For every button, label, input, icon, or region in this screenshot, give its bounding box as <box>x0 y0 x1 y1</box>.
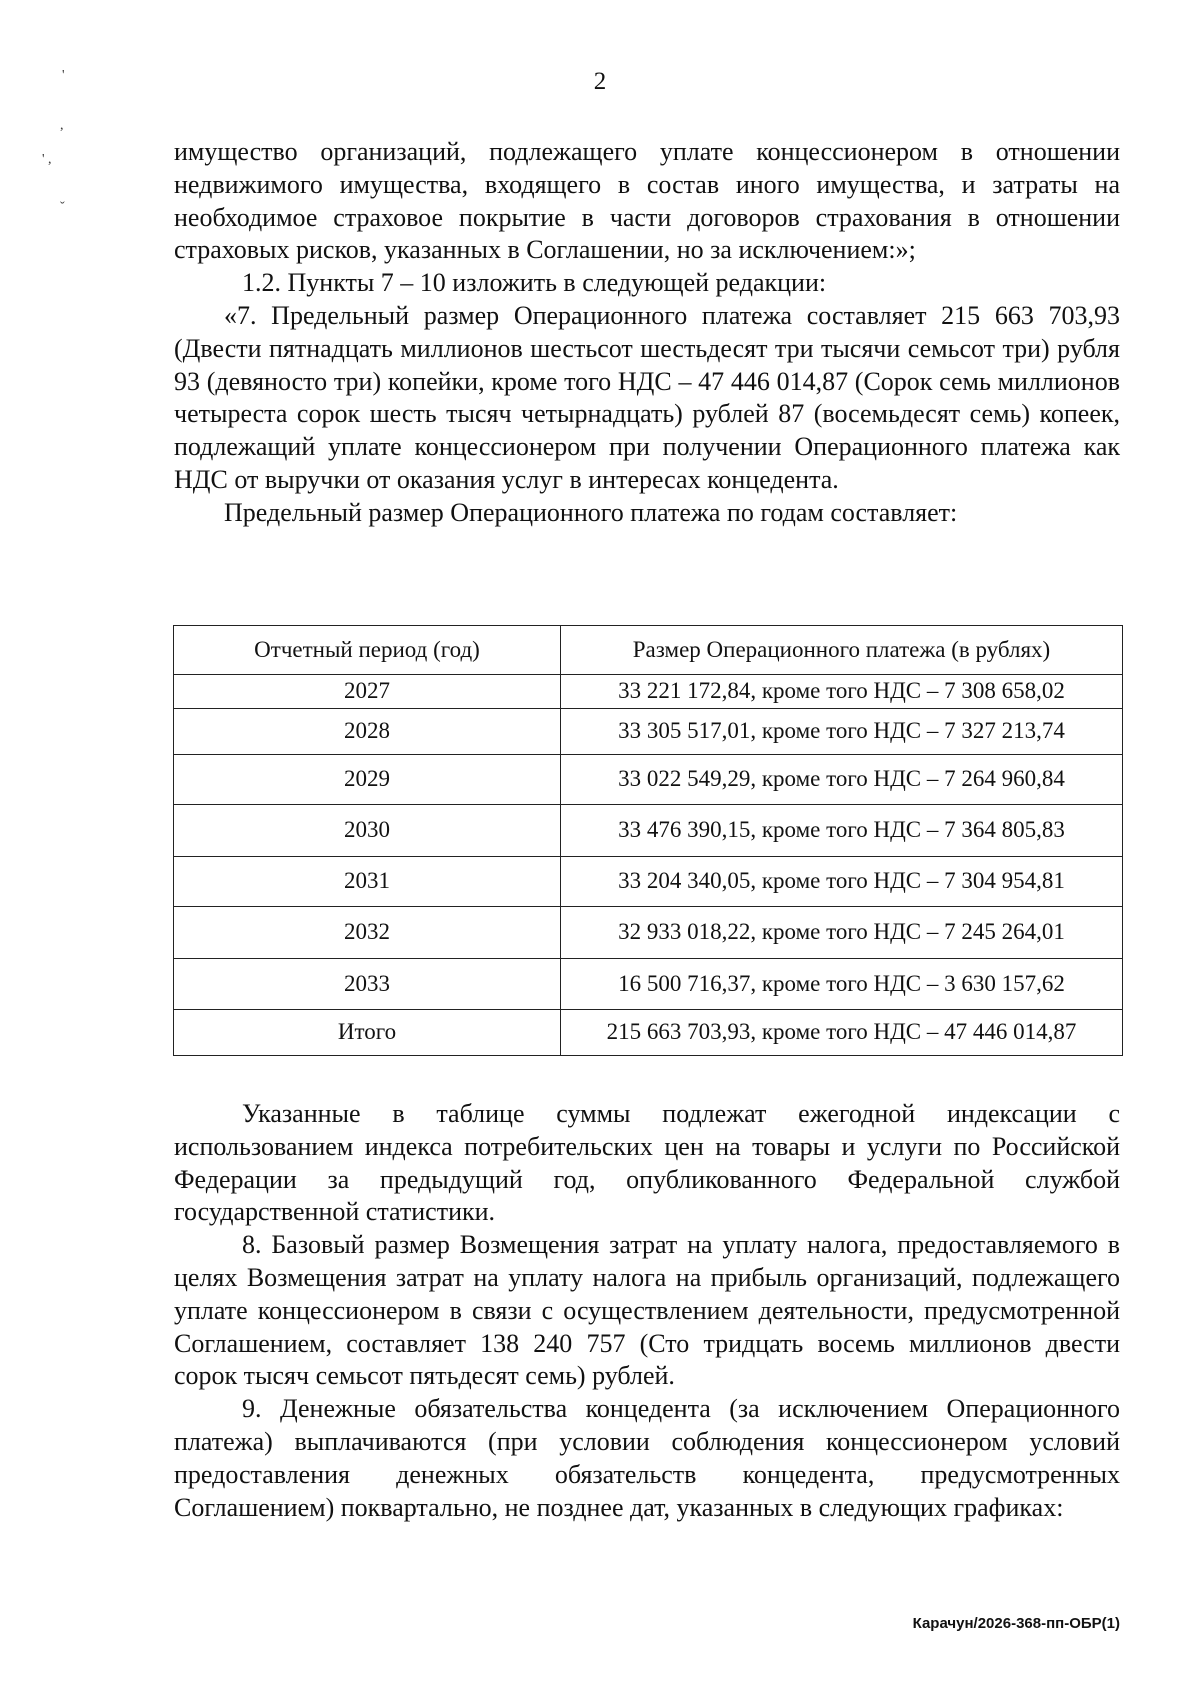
table-cell-year: 2029 <box>174 755 561 805</box>
paragraph-table-intro: Предельный размер Операционного платежа по годам составляет: <box>224 497 958 527</box>
table-row <box>174 675 1123 709</box>
table-cell-amount: 33 305 517,01, кроме того НДС – 7 327 213,74 <box>561 709 1123 755</box>
table-header-period: Отчетный период (год) <box>174 626 561 675</box>
paragraph-item-1-2: 1.2. Пункты 7 – 10 изложить в следующей редакции: <box>242 268 827 298</box>
margin-speck: ˇ <box>60 200 65 215</box>
table-row <box>174 907 1123 959</box>
margin-speck: ' <box>62 68 65 83</box>
table-row <box>174 709 1123 755</box>
table-cell-year: 2030 <box>174 805 561 857</box>
text-block-bottom <box>174 1098 1120 1524</box>
table-cell-amount: 33 204 340,05, кроме того НДС – 7 304 954,81 <box>561 857 1123 907</box>
margin-speck: , <box>60 118 64 133</box>
table-row <box>174 959 1123 1010</box>
table-cell-amount: 16 500 716,37, кроме того НДС – 3 630 157,62 <box>561 959 1123 1010</box>
payments-table <box>173 625 1123 1056</box>
table-row <box>174 755 1123 805</box>
paragraph-indexation: Указанные в таблице суммы подлежат ежегодной индексации с использованием индекса потребительских цен на товары и услуги по Российской Федерации за предыдущий год, опубликованного Федеральной службой государственной статистики. <box>174 1099 1120 1227</box>
text-block-top <box>174 136 1120 530</box>
table-cell-year: 2032 <box>174 907 561 959</box>
table-cell-amount: 32 933 018,22, кроме того НДС – 7 245 264,01 <box>561 907 1123 959</box>
table-cell-year: 2033 <box>174 959 561 1010</box>
margin-speck: ' , <box>42 152 52 167</box>
table-cell-total-amount: 215 663 703,93, кроме того НДС – 47 446 014,87 <box>561 1010 1123 1056</box>
table-row <box>174 805 1123 857</box>
document-code: Карачун/2026-368-пп-ОБР(1) <box>912 1615 1120 1632</box>
table-cell-amount: 33 221 172,84, кроме того НДС – 7 308 658,02 <box>561 675 1123 709</box>
table-cell-year: 2028 <box>174 709 561 755</box>
table-cell-amount: 33 476 390,15, кроме того НДС – 7 364 805,83 <box>561 805 1123 857</box>
page-number: 2 <box>593 68 607 95</box>
table-cell-year: 2031 <box>174 857 561 907</box>
paragraph-continuation: имущество организаций, подлежащего уплате концессионером в отношении недвижимого имущества, входящего в состав иного имущества, и затраты на необходимое страховое покрытие в части договоров страхования в отношении страховых рисков, указанных в Соглашении, но за исключением:»; <box>174 137 1120 265</box>
paragraph-item-7: «7. Предельный размер Операционного платежа составляет 215 663 703,93 (Двести пятнадцать миллионов шестьсот шестьдесят три тысячи семьсот три) рубля 93 (девяносто три) копейки, кроме того НДС – 47 446 014,87 (Сорок семь миллионов четыреста сорок шесть тысяч четырнадцать) рублей 87 (восемьдесят семь) копеек, подлежащий уплате концессионером при получении Операционного платежа как НДС от выручки от оказания услуг в интересах концедента. <box>174 300 1120 494</box>
table-header-row <box>174 626 1123 675</box>
paragraph-item-9: 9. Денежные обязательства концедента (за исключением Операционного платежа) выплачиваются (при условии соблюдения концессионером условий предоставления денежных обязательств концедента, предусмотренных Соглашением) поквартально, не позднее дат, указанных в следующих графиках: <box>174 1394 1120 1522</box>
table-cell-total-label: Итого <box>174 1010 561 1056</box>
paragraph-item-8: 8. Базовый размер Возмещения затрат на уплату налога, предоставляемого в целях Возмещения затрат на уплату налога на прибыль организаций, подлежащего уплате концессионером в связи с осуществлением деятельности, предусмотренной Соглашением, составляет 138 240 757 (Сто тридцать восемь миллионов двести сорок тысяч семьсот пятьдесят семь) рублей. <box>174 1230 1120 1391</box>
table-row-total <box>174 1010 1123 1056</box>
table-row <box>174 857 1123 907</box>
table-header-amount: Размер Операционного платежа (в рублях) <box>561 626 1123 675</box>
table-cell-year: 2027 <box>174 675 561 709</box>
table-cell-amount: 33 022 549,29, кроме того НДС – 7 264 960,84 <box>561 755 1123 805</box>
